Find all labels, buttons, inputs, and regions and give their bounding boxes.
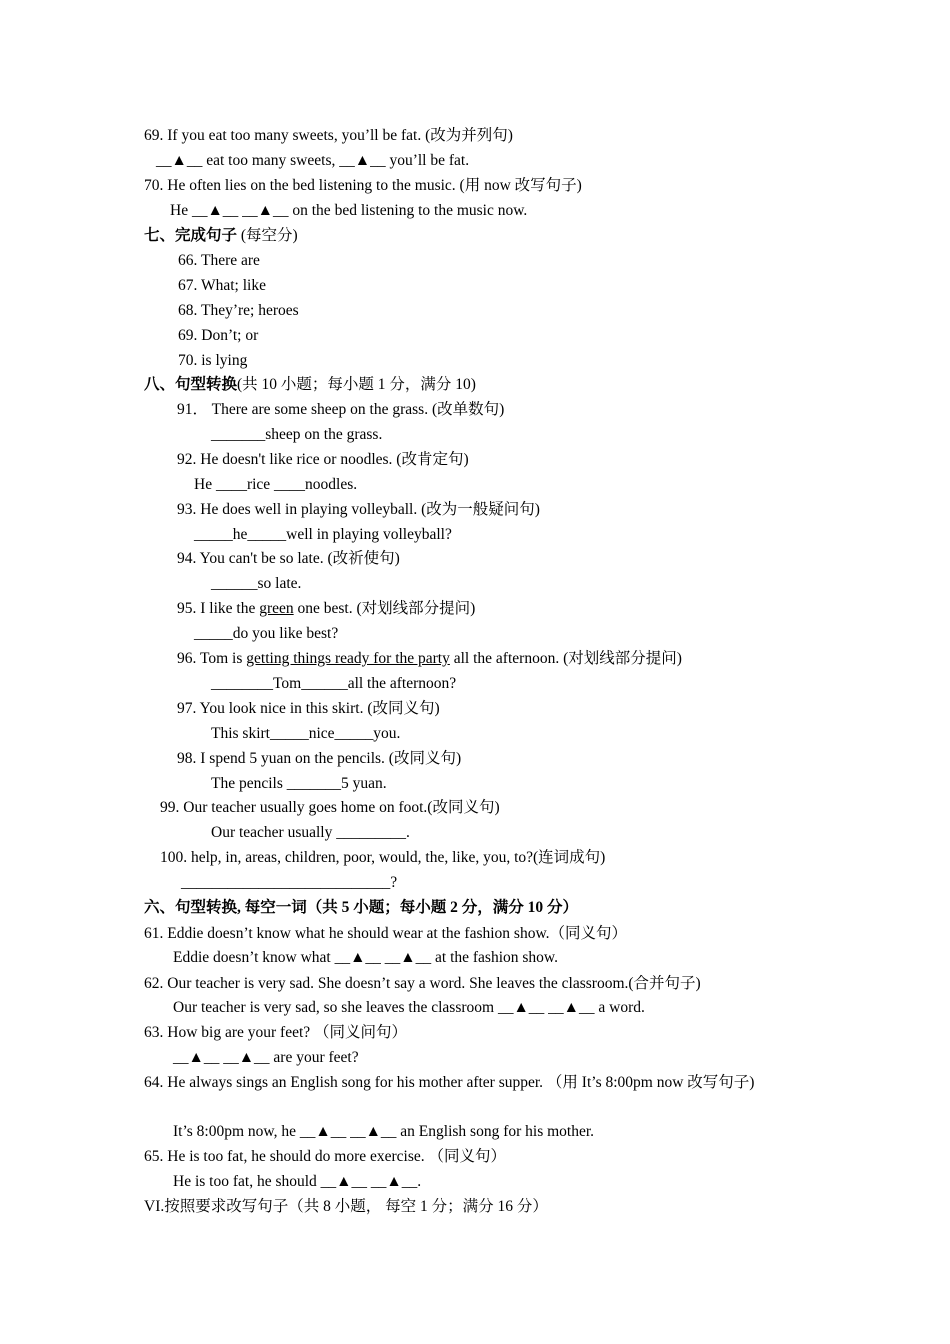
question-100-answer-line: ___________________________? [181,874,398,891]
question-62-answer-line: Our teacher is very sad, so she leaves the classroom __▲__ __▲__ a word. [173,999,645,1016]
question-65-prompt: 65. He is too fat, he should do more exercise. （同义句） [144,1148,507,1165]
question-96-text-start: 96. Tom is [177,650,247,667]
answer-69: 69. Don’t; or [178,327,259,344]
question-96-prompt [177,649,682,669]
section-vi-heading: VI.按照要求改写句子（共 8 小题， 每空 1 分；满分 16 分） [144,1198,548,1215]
answer-68: 68. They’re; heroes [178,302,299,319]
answer-67: 67. What; like [178,277,266,294]
question-100-prompt: 100. help, in, areas, children, poor, would, the, like, you, to?(连词成句) [160,849,606,866]
question-98-answer-line: The pencils _______5 yuan. [211,775,387,792]
question-65-answer-line: He is too fat, he should __▲__ __▲__. [173,1173,422,1190]
question-64-answer-line: It’s 8:00pm now, he __▲__ __▲__ an English song for his mother. [173,1123,595,1140]
question-91-answer-line: _______sheep on the grass. [211,426,383,443]
section-7-title: 七、完成句子 [144,227,238,244]
question-95-text-start: 95. I like the [177,600,260,617]
question-70-prompt: 70. He often lies on the bed listening to the music. (用 now 改写句子) [144,177,582,194]
question-98-prompt: 98. I spend 5 yuan on the pencils. (改同义句) [177,750,462,767]
answer-70: 70. is lying [178,352,248,369]
answer-66: 66. There are [178,252,260,269]
question-61-answer-line: Eddie doesn’t know what __▲__ __▲__ at the fashion show. [173,949,558,966]
question-96-text-end: all the afternoon. (对划线部分提问) [449,650,682,667]
question-97-answer-line: This skirt_____nice_____you. [211,725,401,742]
question-95-text-end: one best. (对划线部分提问) [293,600,476,617]
question-62-prompt: 62. Our teacher is very sad. She doesn’t say a word. She leaves the classroom.(合并句子) [144,975,701,992]
section-7-heading [144,226,298,246]
question-95-underlined-word: green [259,600,294,617]
question-63-prompt: 63. How big are your feet? （同义问句） [144,1024,408,1041]
section-8-title: 八、句型转换 [144,376,238,393]
question-95-answer-line: _____do you like best? [194,625,339,642]
question-92-answer-line: He ____rice ____noodles. [194,476,358,493]
question-94-prompt: 94. You can't be so late. (改祈使句) [177,550,400,567]
question-64-prompt: 64. He always sings an English song for his mother after supper. （用 It’s 8:00pm now 改写句子) [144,1074,755,1091]
section-8-heading [144,375,476,395]
question-96-underlined-phrase: getting things ready for the party [246,650,450,667]
question-99-answer-line: Our teacher usually _________. [211,824,410,841]
section-6-heading: 六、句型转换, 每空一词（共 5 小题；每小题 2 分，满分 10 分） [144,899,579,916]
question-93-prompt: 93. He does well in playing volleyball. (改为一般疑问句) [177,501,540,518]
question-61-prompt: 61. Eddie doesn’t know what he should wear at the fashion show.（同义句） [144,925,628,942]
question-63-answer-line: __▲__ __▲__ are your feet? [173,1049,359,1066]
question-69-answer-line: __▲__ eat too many sweets, __▲__ you’ll be fat. [156,152,470,169]
question-97-prompt: 97. You look nice in this skirt. (改同义句) [177,700,440,717]
question-93-answer-line: _____he_____well in playing volleyball? [194,526,452,543]
question-69-prompt: 69. If you eat too many sweets, you’ll be fat. (改为并列句) [144,127,513,144]
question-94-answer-line: ______so late. [211,575,302,592]
question-99-prompt: 99. Our teacher usually goes home on foot.(改同义句) [160,799,500,816]
question-96-answer-line: ________Tom______all the afternoon? [211,675,457,692]
section-8-note: (共 10 小题；每小题 1 分，满分 10) [237,376,476,393]
question-92-prompt: 92. He doesn't like rice or noodles. (改肯定句) [177,451,469,468]
question-95-prompt [177,599,475,619]
question-70-answer-line: He __▲__ __▲__ on the bed listening to the music now. [170,202,528,219]
section-7-note: (每空分) [237,227,298,244]
question-91-prompt: 91． There are some sheep on the grass. (改单数句) [177,401,505,418]
